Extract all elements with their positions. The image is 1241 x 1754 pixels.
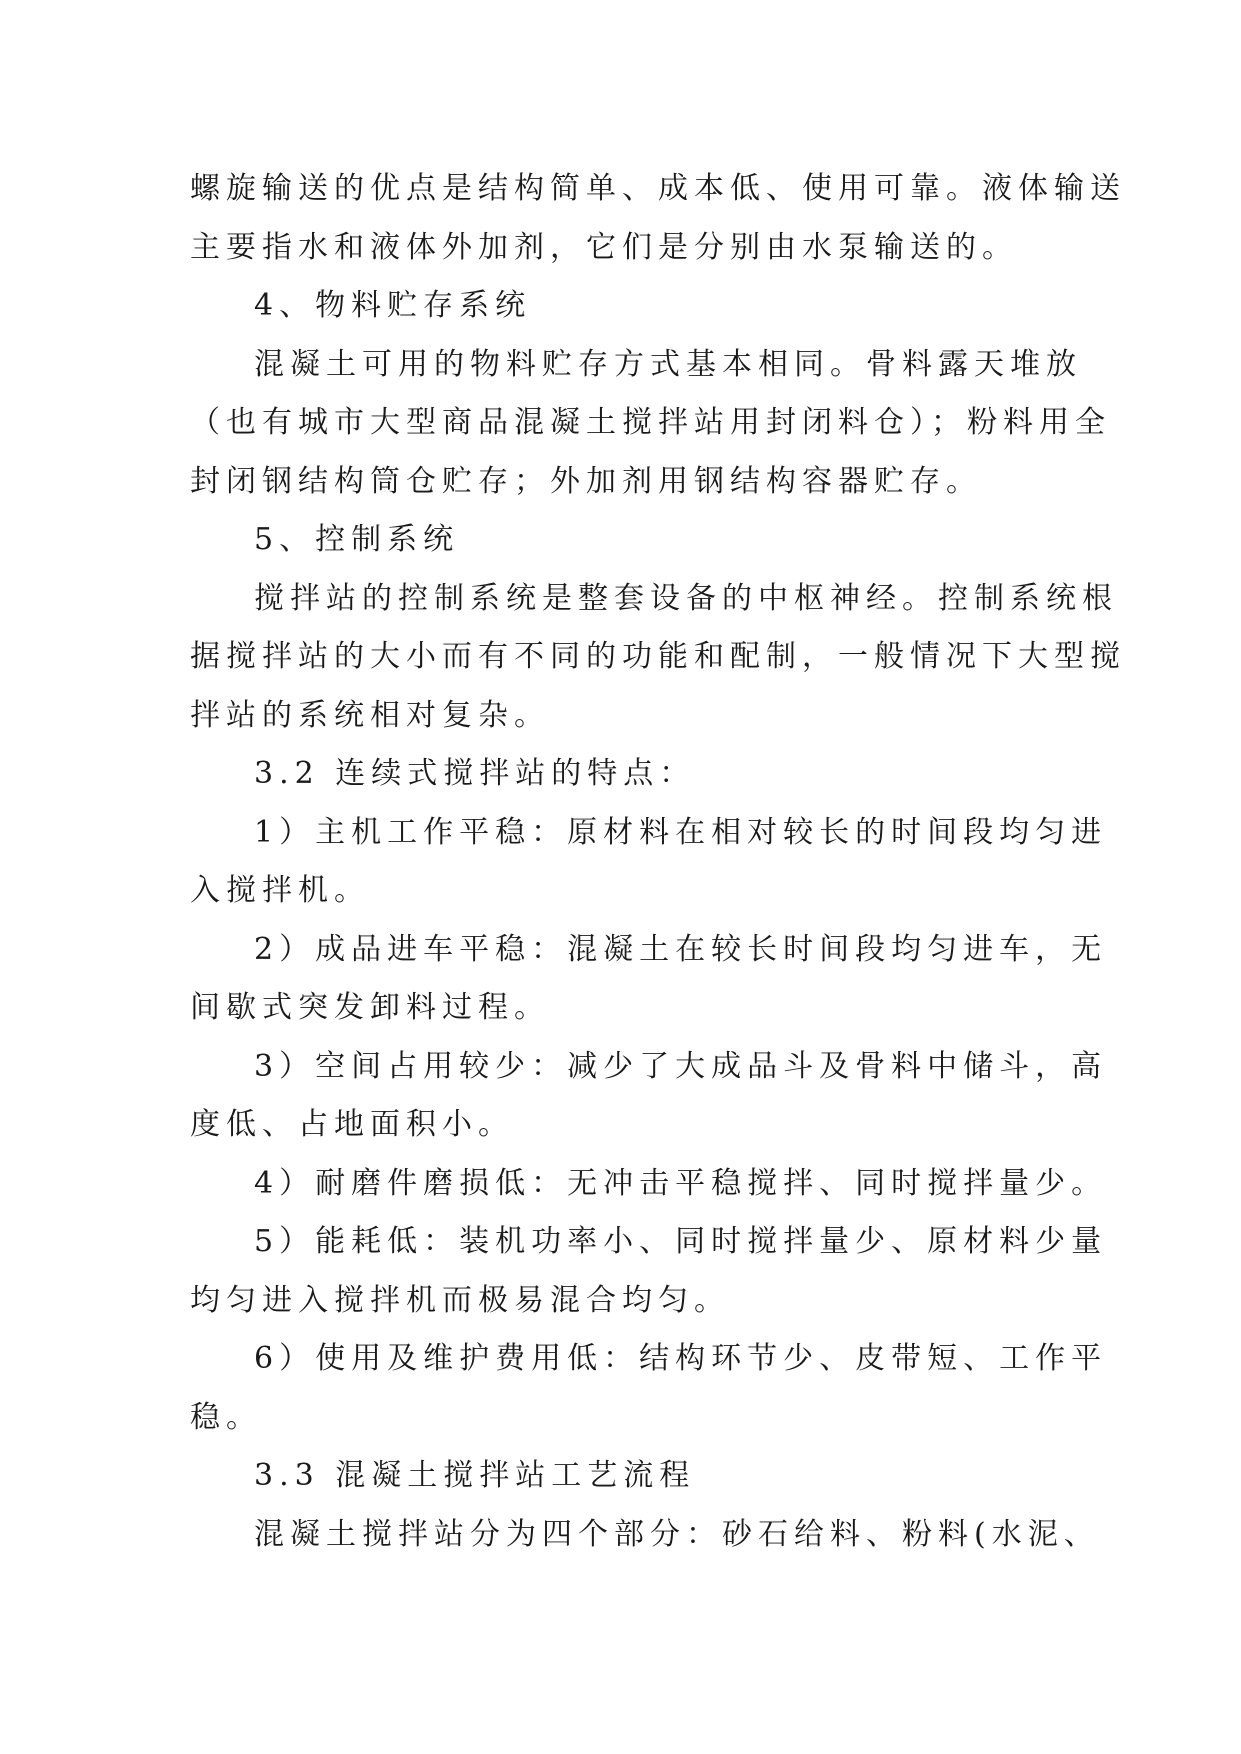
text-line: 混凝土可用的物料贮存方式基本相同。骨料露天堆放 bbox=[254, 346, 1082, 382]
text-line: 稳。 bbox=[190, 1399, 262, 1435]
text-line: 据搅拌站的大小而有不同的功能和配制，一般情况下大型搅 bbox=[190, 639, 1126, 674]
document-page bbox=[190, 160, 1126, 1564]
text-line: 度低、占地面积小。 bbox=[190, 1107, 514, 1142]
list-item: 1）主机工作平稳：原材料在相对较长的时间段均匀进 bbox=[254, 814, 1108, 850]
text-line: 螺旋输送的优点是结构简单、成本低、使用可靠。液体输送 bbox=[190, 171, 1126, 206]
section-heading: 4、物料贮存系统 bbox=[254, 288, 532, 323]
text-line: 主要指水和液体外加剂，它们是分别由水泵输送的。 bbox=[190, 229, 1018, 265]
section-heading: 5、控制系统 bbox=[254, 522, 460, 557]
text-line: 入搅拌机。 bbox=[190, 873, 370, 908]
text-line: 间歇式突发卸料过程。 bbox=[190, 990, 550, 1025]
text-line: 均匀进入搅拌机而极易混合均匀。 bbox=[190, 1282, 730, 1318]
list-item: 4）耐磨件磨损低：无冲击平稳搅拌、同时搅拌量少。 bbox=[254, 1165, 1108, 1201]
text-line: 混凝土搅拌站分为四个部分：砂石给料、粉料(水泥、 bbox=[254, 1516, 1100, 1552]
list-item: 5）能耗低：装机功率小、同时搅拌量少、原材料少量 bbox=[254, 1224, 1108, 1259]
text-line: （也有城市大型商品混凝土搅拌站用封闭料仓）；粉料用全 bbox=[190, 405, 1111, 440]
list-item: 6）使用及维护费用低：结构环节少、皮带短、工作平 bbox=[254, 1341, 1108, 1376]
section-heading: 3.3 混凝土搅拌站工艺流程 bbox=[254, 1458, 696, 1493]
text-line: 搅拌站的控制系统是整套设备的中枢神经。控制系统根 bbox=[254, 580, 1118, 616]
text-line: 拌站的系统相对复杂。 bbox=[190, 697, 550, 733]
list-item: 3）空间占用较少：减少了大成品斗及骨料中储斗，高 bbox=[254, 1048, 1108, 1084]
section-heading: 3.2 连续式搅拌站的特点： bbox=[254, 756, 696, 791]
list-item: 2）成品进车平稳：混凝土在较长时间段均匀进车，无 bbox=[254, 931, 1108, 967]
text-line: 封闭钢结构筒仓贮存；外加剂用钢结构容器贮存。 bbox=[190, 463, 982, 499]
